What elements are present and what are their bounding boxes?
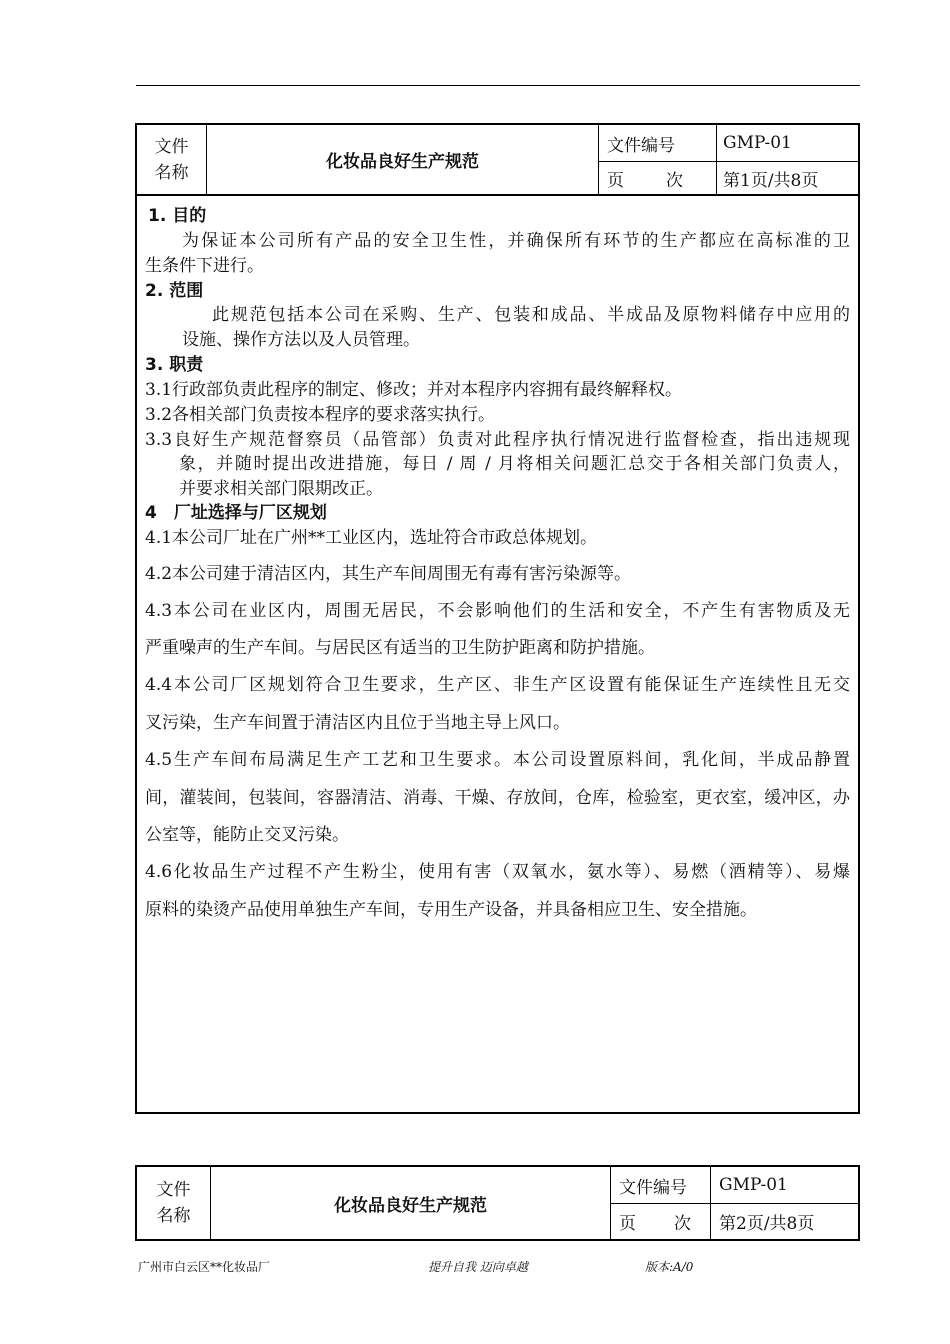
item-4-4-line-1: 4.4本公司厂区规划符合卫生要求，生产区、非生产区设置有能保证生产连续性且无交 [145, 675, 850, 695]
doc-number-label-2: 文件编号 [619, 1177, 687, 1198]
doc-number-label: 文件编号 [607, 135, 675, 156]
doc-number-label-cell-2 [611, 1167, 711, 1204]
footer-version: 版本:A/0 [645, 1260, 694, 1274]
page-label-cell-2 [611, 1204, 711, 1239]
file-name-label-2-line-2: 名称 [156, 1206, 191, 1226]
page-label-cell [599, 162, 717, 194]
page-label-2-part-2: 次 [674, 1214, 691, 1234]
doc-number-label-cell [599, 125, 717, 162]
item-4-2: 4.2本公司建于清洁区内，其生产车间周围无有毒有害污染源等。 [145, 564, 632, 584]
file-name-label-2-line-1: 文件 [156, 1180, 191, 1200]
section-3-heading: 3. 职责 [145, 355, 204, 375]
footer-company: 广州市白云区**化妆品厂 [138, 1260, 271, 1274]
item-4-4-line-2: 叉污染，生产车间置于清洁区内且位于当地主导上风口。 [145, 713, 570, 733]
page-value: 第1页/共8页 [723, 170, 819, 191]
item-3-1: 3.1行政部负责此程序的制定、修改；并对本程序内容拥有最终解释权。 [145, 380, 683, 400]
item-4-3-line-1: 4.3本公司在业区内，周围无居民，不会影响他们的生活和安全，不产生有害物质及无 [145, 601, 850, 621]
item-3-3-line-1: 3.3良好生产规范督察员（品管部）负责对此程序执行情况进行监督检查，指出违规现 [145, 430, 850, 450]
section-2-heading: 2. 范围 [145, 281, 204, 301]
page-value-2: 第2页/共8页 [719, 1214, 815, 1234]
item-4-5-line-3: 公室等，能防止交叉污染。 [145, 825, 349, 845]
section-1-line-1: 为保证本公司所有产品的安全卫生性，并确保所有环节的生产都应在高标准的卫 [182, 231, 850, 251]
item-4-6-line-1: 4.6化妆品生产过程不产生粉尘，使用有害（双氧水，氨水等）、易燃（酒精等）、易爆 [145, 862, 850, 882]
file-name-label-line-2: 名称 [154, 162, 189, 183]
doc-number-value-cell-2 [711, 1167, 858, 1204]
document-title: 化妆品良好生产规范 [207, 125, 599, 194]
section-1-line-2: 生条件下进行。 [145, 256, 264, 276]
header-table-page-2 [135, 1165, 860, 1241]
section-1-heading: 1. 目的 [148, 206, 207, 226]
header-table-page-1 [135, 123, 860, 196]
page-value-cell [717, 162, 858, 194]
item-4-5-line-2: 间，灌装间，包装间，容器清洁、消毒、干燥、存放间，仓库，检验室，更衣室，缓冲区，办 [145, 788, 850, 808]
page-value-cell-2 [711, 1204, 858, 1239]
doc-number-value-2: GMP-01 [719, 1175, 788, 1195]
section-4-heading: 4 厂址选择与厂区规划 [145, 503, 327, 523]
section-2-line-1: 此规范包括本公司在采购、生产、包装和成品、半成品及原物料储存中应用的 [212, 305, 850, 325]
document-title-2: 化妆品良好生产规范 [211, 1167, 611, 1239]
item-4-1: 4.1本公司厂址在广州**工业区内，选址符合市政总体规划。 [145, 528, 598, 548]
item-4-6-line-2: 原料的染烫产品使用单独生产车间，专用生产设备，并具备相应卫生、安全措施。 [145, 900, 757, 920]
footer-slogan: 提升自我 迈向卓越 [428, 1260, 528, 1274]
section-2-line-2: 设施、操作方法以及人员管理。 [182, 330, 420, 350]
top-rule [136, 85, 860, 86]
doc-number-value: GMP-01 [723, 133, 792, 153]
item-3-2: 3.2各相关部门负责按本程序的要求落实执行。 [145, 405, 496, 425]
page-label-part-1: 页 [607, 170, 624, 191]
file-name-label-cell-2 [137, 1167, 211, 1239]
file-name-label-cell [137, 125, 207, 194]
item-3-3-line-2: 象，并随时提出改进措施，每日 / 周 / 月将相关问题汇总交于各相关部门负责人， [179, 454, 850, 474]
page-label-2-part-1: 页 [619, 1214, 636, 1234]
page-label-part-2: 次 [666, 170, 683, 191]
doc-number-value-cell [717, 125, 858, 162]
item-4-5-line-1: 4.5生产车间布局满足生产工艺和卫生要求。本公司设置原料间，乳化间，半成品静置 [145, 750, 850, 770]
item-4-3-line-2: 严重噪声的生产车间。与居民区有适当的卫生防护距离和防护措施。 [145, 638, 655, 658]
file-name-label-line-1: 文件 [154, 136, 189, 157]
item-3-3-line-3: 并要求相关部门限期改正。 [179, 479, 383, 499]
